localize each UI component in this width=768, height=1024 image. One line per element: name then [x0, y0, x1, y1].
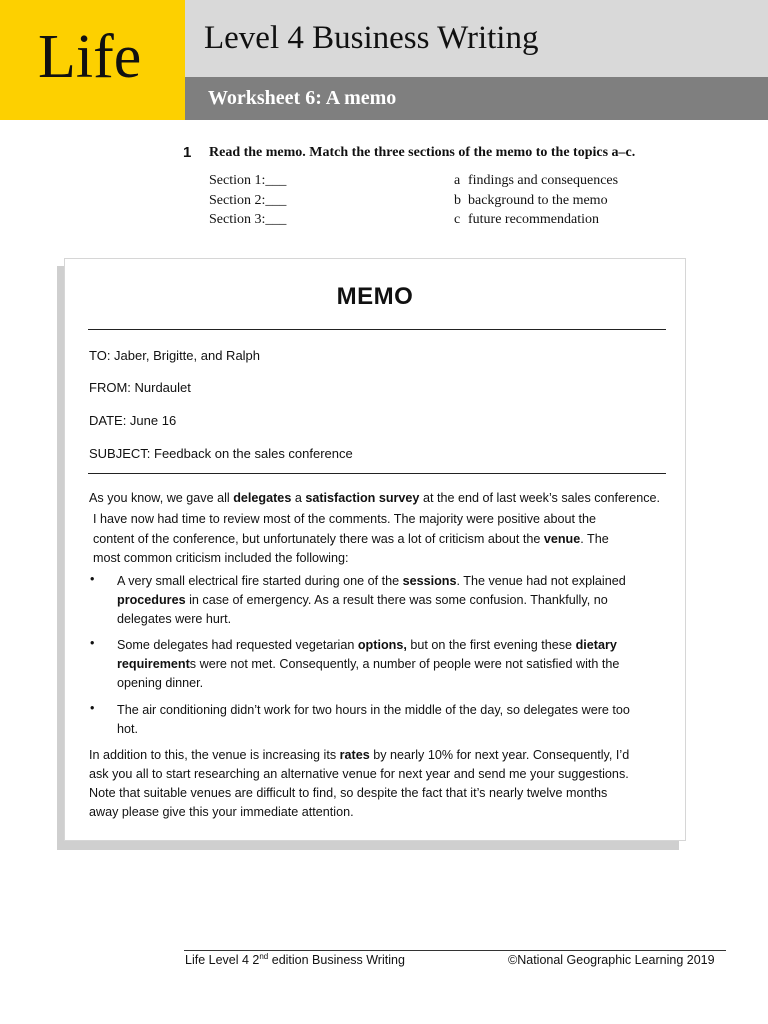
question-instruction: Read the memo. Match the three sections of the memo to the topics a–c. — [209, 145, 636, 160]
intro-line-1: As you know, we gave all delegates a satisfaction survey at the end of last week’s sales conference. — [89, 491, 661, 505]
subtitle-band — [185, 77, 768, 120]
section-blank-2: Section 2:___ — [209, 193, 287, 208]
memo-date: DATE: June 16 — [89, 413, 177, 428]
footer-edition: Life Level 4 2nd edition Business Writing — [185, 951, 405, 967]
divider — [88, 329, 666, 330]
intro-line-3: content of the conference, but unfortunately there was a lot of criticism about the venue. The — [93, 532, 609, 546]
footer-divider — [184, 950, 726, 951]
section-blank-1: Section 1:___ — [209, 173, 287, 188]
memo-to: TO: Jaber, Brigitte, and Ralph — [89, 348, 261, 363]
worksheet-title: Worksheet 6: A memo — [208, 87, 397, 109]
closing-line-1: In addition to this, the venue is increasing its rates by nearly 10% for next year. Consequently, I’d — [89, 748, 630, 762]
bullet-item-2: Some delegates had requested vegetarian options, but on the first evening these dietary requirements were not met. Consequently, a number of people were not satisfied with the opening dinner. — [117, 638, 620, 690]
divider — [88, 473, 666, 474]
intro-line-4: most common criticism included the following: — [93, 551, 349, 565]
closing-line-3: Note that suitable venues are difficult to find, so despite the fact that it’s nearly twelve months — [89, 786, 608, 800]
memo-subject: SUBJECT: Feedback on the sales conference — [89, 446, 353, 461]
topic-a — [454, 173, 618, 189]
topic-letter: c — [454, 212, 461, 227]
footer-copyright: ©National Geographic Learning 2019 — [508, 953, 715, 967]
topic-text: findings and consequences — [468, 173, 619, 188]
topic-b — [454, 193, 608, 209]
topic-text: future recommendation — [468, 212, 600, 227]
bullet-icon: • — [90, 636, 95, 650]
bullet-icon: • — [90, 701, 95, 715]
bullet-item-3: The air conditioning didn’t work for two hours in the middle of the day, so delegates were too hot. — [117, 703, 630, 736]
logo-box — [0, 0, 185, 120]
memo-box — [64, 258, 686, 841]
bullet-item-1: A very small electrical fire started during one of the sessions. The venue had not explained procedures in case of emergency. As a result there was some confusion. Thankfully, no delegates were hurt. — [117, 574, 626, 626]
logo: Life — [38, 23, 142, 91]
topic-c — [454, 212, 599, 228]
memo-from: FROM: Nurdaulet — [89, 380, 191, 395]
memo-heading: MEMO — [336, 283, 414, 310]
topic-letter: b — [454, 193, 461, 208]
closing-line-4: away please give this your immediate attention. — [89, 805, 354, 819]
topic-text: background to the memo — [468, 193, 608, 208]
topic-letter: a — [454, 173, 461, 188]
title-band — [185, 0, 768, 77]
question-number: 1 — [183, 144, 192, 161]
closing-line-2: ask you all to start researching an alternative venue for next year and send me your suggestions. — [89, 767, 629, 781]
intro-line-2: I have now had time to review most of the comments. The majority were positive about the — [93, 512, 597, 526]
section-blank-3: Section 3:___ — [209, 212, 287, 227]
page-title: Level 4 Business Writing — [204, 20, 539, 56]
bullet-icon: • — [90, 572, 95, 586]
